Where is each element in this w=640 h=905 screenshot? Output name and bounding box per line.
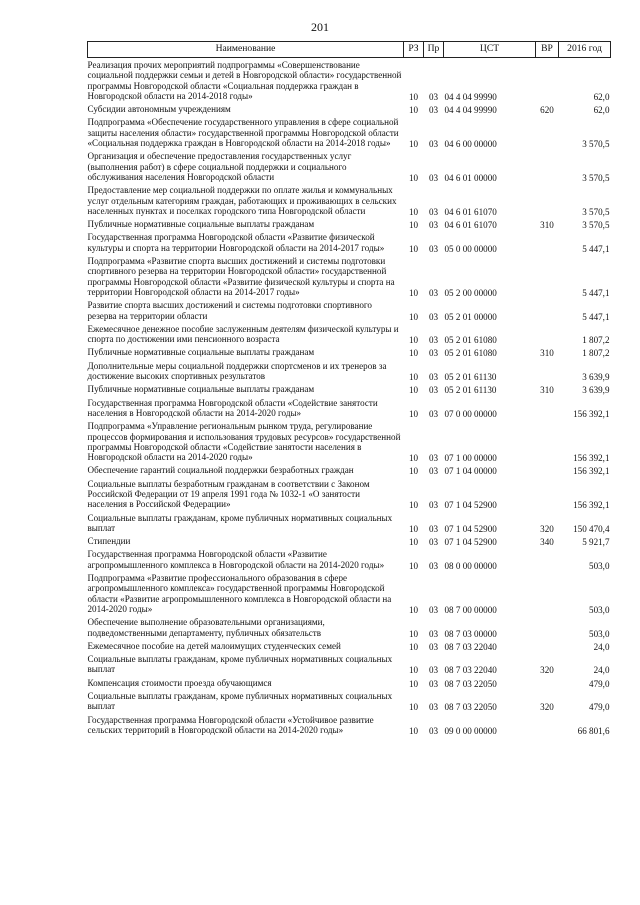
cell-vr: [536, 547, 559, 571]
cell-cst: 07 1 04 52900: [444, 500, 497, 511]
cell-pr: 03: [428, 385, 439, 396]
table-row: [88, 419, 611, 463]
cell-rz: 10: [408, 560, 419, 571]
cell-amount: 62,0: [593, 105, 610, 116]
cell-pr: 03: [428, 453, 439, 464]
cell-pr: 03: [428, 335, 439, 346]
cell-name: Стипендии: [87, 536, 131, 547]
cell-amount: 1 807,2: [582, 348, 610, 359]
cell-name: Публичные нормативные социальные выплаты гражданам: [87, 347, 315, 358]
cell-rz: 10: [408, 466, 419, 477]
cell-vr: [536, 298, 559, 322]
table-row: [88, 322, 611, 346]
cell-pr: 03: [428, 105, 439, 116]
cell-rz: 10: [408, 408, 419, 419]
table-row: [88, 217, 611, 230]
cell-name: Дополнительные меры социальной поддержки спортсменов и их тренеров за достижение высоких спортивных результатов: [87, 360, 387, 382]
cell-rz: 10: [408, 105, 419, 116]
cell-cst: 05 2 00 00000: [444, 287, 497, 298]
cell-cst: 05 2 01 61080: [444, 335, 497, 346]
cell-rz: 10: [408, 537, 419, 548]
cell-amount: 479,0: [589, 702, 610, 713]
cell-cst: 08 7 03 22040: [444, 641, 497, 652]
cell-name: Подпрограмма «Управление региональным рынком труда, регулирование процессов формирования и использования трудовых ресурсов» государственной программы Новгородской области «Содействие занятости населения в Новгородской области на 2014-2020 годы»: [87, 421, 401, 463]
cell-rz: 10: [408, 91, 419, 102]
cell-amount: 5 921,7: [582, 537, 610, 548]
cell-name: Компенсация стоимости проезда обучающимся: [87, 677, 272, 688]
table-row: [88, 676, 611, 689]
cell-pr: 03: [428, 500, 439, 511]
cell-cst: 08 7 03 22040: [444, 665, 497, 676]
cell-vr: 310: [540, 385, 554, 396]
cell-cst: 04 6 01 00000: [444, 172, 497, 183]
cell-vr: [536, 713, 559, 737]
cell-vr: [536, 359, 559, 383]
cell-rz: 10: [408, 311, 419, 322]
cell-vr: [536, 477, 559, 511]
cell-cst: 05 0 00 00000: [444, 243, 497, 254]
cell-pr: 03: [428, 466, 439, 477]
cell-rz: 10: [408, 348, 419, 359]
cell-cst: 05 2 01 61080: [444, 348, 497, 359]
cell-amount: 24,0: [593, 641, 610, 652]
cell-amount: 156 392,1: [573, 466, 610, 477]
cell-cst: 04 4 04 99990: [444, 91, 497, 102]
cell-rz: 10: [408, 500, 419, 511]
cell-pr: 03: [428, 287, 439, 298]
table-row: [88, 183, 611, 217]
cell-cst: 07 1 00 00000: [444, 453, 497, 464]
table-row: [88, 149, 611, 183]
column-header-vr: ВР: [536, 42, 559, 58]
column-header-year: 2016 год: [559, 42, 611, 58]
cell-amount: 3 570,5: [582, 206, 610, 217]
cell-pr: 03: [428, 372, 439, 383]
table-row: [88, 345, 611, 358]
cell-name: Публичные нормативные социальные выплаты гражданам: [87, 384, 315, 395]
cell-cst: 04 6 00 00000: [444, 139, 497, 150]
column-header-cst: ЦСТ: [444, 42, 536, 58]
table-row: [88, 534, 611, 547]
cell-pr: 03: [428, 220, 439, 231]
table-row: [88, 713, 611, 737]
cell-amount: 150 470,4: [573, 523, 610, 534]
cell-pr: 03: [428, 628, 439, 639]
cell-cst: 08 7 03 00000: [444, 628, 497, 639]
cell-rz: 10: [408, 523, 419, 534]
cell-vr: 320: [540, 665, 554, 676]
cell-amount: 156 392,1: [573, 453, 610, 464]
cell-name: Ежемесячное денежное пособие заслуженным деятелям физической культуры и спорта по достижении ими пенсионного возраста: [87, 323, 399, 345]
cell-rz: 10: [408, 453, 419, 464]
cell-cst: 04 6 01 61070: [444, 220, 497, 231]
cell-rz: 10: [408, 628, 419, 639]
cell-pr: 03: [428, 348, 439, 359]
cell-cst: 08 7 00 00000: [444, 604, 497, 615]
cell-pr: 03: [428, 537, 439, 548]
cell-vr: [536, 183, 559, 217]
cell-pr: 03: [428, 604, 439, 615]
table-row: [88, 230, 611, 254]
budget-table: [87, 41, 611, 736]
cell-vr: [536, 149, 559, 183]
table-row: [88, 615, 611, 639]
cell-amount: 503,0: [589, 560, 610, 571]
cell-pr: 03: [428, 523, 439, 534]
cell-rz: 10: [408, 678, 419, 689]
cell-name: Социальные выплаты гражданам, кроме публичных нормативных социальных выплат: [87, 691, 393, 712]
cell-cst: 05 2 01 61130: [444, 385, 497, 396]
cell-vr: [536, 571, 559, 615]
cell-pr: 03: [428, 408, 439, 419]
cell-rz: 10: [408, 385, 419, 396]
table-row: [88, 359, 611, 383]
cell-name: Ежемесячное пособие на детей малоимущих студенческих семей: [87, 640, 341, 651]
cell-cst: 04 4 04 99990: [444, 105, 497, 116]
table-row: [88, 382, 611, 395]
cell-amount: 3 570,5: [582, 139, 610, 150]
cell-amount: 62,0: [593, 91, 610, 102]
cell-cst: 08 7 03 22050: [444, 678, 497, 689]
cell-cst: 04 6 01 61070: [444, 206, 497, 217]
cell-name: Предоставление мер социальной поддержки по оплате жилья и коммунальных услуг отдельным категориям граждан, работающих и проживающих в сельских населенных пунктах и поселках городского типа Новгородской области: [87, 185, 397, 216]
column-header-pr: Пр: [424, 42, 444, 58]
cell-name: Государственная программа Новгородской области «Развитие физической культуры и спорта на территории Новгородской области на 2014-2017 годы»: [87, 232, 385, 253]
cell-name: Реализация прочих мероприятий подпрограммы «Совершенствование социальной поддержки семьи и детей в Новгородской области» государственной программы Новгородской области «Социальная поддержка граждан в Новгородской области на 2014-2018 годы»: [87, 60, 402, 101]
cell-pr: 03: [428, 243, 439, 254]
cell-amount: 3 570,5: [582, 220, 610, 231]
cell-vr: [536, 676, 559, 689]
cell-pr: 03: [428, 702, 439, 713]
cell-vr: [536, 419, 559, 463]
cell-name: Обеспечение гарантий социальной поддержки безработных граждан: [87, 465, 354, 476]
cell-vr: [536, 639, 559, 652]
cell-amount: 156 392,1: [573, 500, 610, 511]
cell-rz: 10: [408, 641, 419, 652]
cell-vr: [536, 463, 559, 476]
cell-pr: 03: [428, 725, 439, 736]
table-row: [88, 689, 611, 713]
cell-vr: [536, 230, 559, 254]
cell-amount: 156 392,1: [573, 408, 610, 419]
cell-vr: 320: [540, 523, 554, 534]
cell-rz: 10: [408, 206, 419, 217]
cell-name: Обеспечение выполнение образовательными организациями, подведомственными департаменту, публичных обязательств: [87, 617, 325, 638]
cell-name: Государственная программа Новгородской области «Устойчивое развитие сельских территорий в Новгородской области на 2014-2020 годы»: [87, 714, 374, 735]
cell-amount: 5 447,1: [582, 287, 610, 298]
cell-name: Государственная программа Новгородской области «Содействие занятости населения в Новгородской области на 2014-2020 годы»: [87, 397, 378, 418]
cell-vr: [536, 115, 559, 149]
cell-name: Подпрограмма «Развитие спорта высших достижений и системы подготовки спортивного резерва на территории Новгородской области» государственной программы Новгородской области «Развитие физической культуры и спорта на территории Новгородской области на 2014-2017 годы»: [87, 256, 395, 297]
cell-name: Развитие спорта высших достижений и системы подготовки спортивного резерва на территории области: [87, 300, 372, 321]
cell-cst: 07 1 04 52900: [444, 537, 497, 548]
cell-name: Публичные нормативные социальные выплаты гражданам: [87, 219, 315, 230]
cell-pr: 03: [428, 665, 439, 676]
cell-cst: 09 0 00 00000: [444, 725, 497, 736]
cell-pr: 03: [428, 172, 439, 183]
cell-cst: 07 1 04 52900: [444, 523, 497, 534]
table-row: [88, 571, 611, 615]
cell-name: Социальные выплаты безработным гражданам в соответствии с Законом Российской Федерации от 19 апреля 1991 года № 1032-1 «О занятости населения в Российской Федерации»: [87, 478, 370, 510]
column-header-rz: РЗ: [404, 42, 424, 58]
cell-rz: 10: [408, 604, 419, 615]
table-row: [88, 511, 611, 535]
cell-vr: 340: [540, 537, 554, 548]
cell-amount: 24,0: [593, 665, 610, 676]
cell-vr: 310: [540, 220, 554, 231]
cell-rz: 10: [408, 287, 419, 298]
cell-amount: 3 639,9: [582, 372, 610, 383]
cell-name: Социальные выплаты гражданам, кроме публичных нормативных социальных выплат: [87, 654, 393, 675]
cell-vr: [536, 615, 559, 639]
cell-pr: 03: [428, 311, 439, 322]
cell-pr: 03: [428, 91, 439, 102]
cell-amount: 479,0: [589, 678, 610, 689]
cell-amount: 1 807,2: [582, 335, 610, 346]
table-row: [88, 58, 611, 103]
cell-amount: 503,0: [589, 628, 610, 639]
cell-amount: 503,0: [589, 604, 610, 615]
table-row: [88, 463, 611, 476]
table-header-row: [88, 42, 611, 58]
table-row: [88, 102, 611, 115]
cell-vr: 620: [540, 105, 554, 116]
cell-cst: 08 0 00 00000: [444, 560, 497, 571]
cell-rz: 10: [408, 702, 419, 713]
cell-rz: 10: [408, 220, 419, 231]
table-body: [88, 58, 611, 737]
table-row: [88, 396, 611, 420]
cell-name: Организация и обеспечение предоставления государственных услуг (выполнения работ) в сфере социальной поддержки и социального обслуживания населения Новгородской области: [87, 151, 352, 182]
cell-cst: 07 1 04 00000: [444, 466, 497, 477]
cell-cst: 07 0 00 00000: [444, 408, 497, 419]
cell-rz: 10: [408, 139, 419, 150]
cell-amount: 5 447,1: [582, 311, 610, 322]
cell-cst: 05 2 01 61130: [444, 372, 497, 383]
table-row: [88, 652, 611, 676]
cell-name: Подпрограмма «Развитие профессионального образования в сфере агропромышленного комплекса» государственной программы Новгородской области «Развитие агропромышленного комплекса в Новгородской области на 2014-2020 годы»: [87, 573, 392, 614]
cell-rz: 10: [408, 665, 419, 676]
cell-pr: 03: [428, 678, 439, 689]
cell-name: Государственная программа Новгородской области «Развитие агропромышленного комплекса в Новгородской области на 2014-2020 годы»: [87, 549, 385, 570]
cell-vr: 320: [540, 702, 554, 713]
table-row: [88, 547, 611, 571]
cell-name: Субсидии автономным учреждениям: [87, 104, 231, 115]
table-row: [88, 477, 611, 511]
cell-name: Социальные выплаты гражданам, кроме публичных нормативных социальных выплат: [87, 512, 393, 533]
cell-amount: 66 801,6: [577, 725, 610, 736]
cell-vr: [536, 254, 559, 298]
cell-cst: 08 7 03 22050: [444, 702, 497, 713]
table-row: [88, 639, 611, 652]
cell-pr: 03: [428, 560, 439, 571]
cell-name: Подпрограмма «Обеспечение государственного управления в сфере социальной защиты населения области» государственной программы Новгородской области «Социальная поддержка граждан в Новгородской области на 2014-2018 годы»: [87, 117, 399, 149]
cell-pr: 03: [428, 206, 439, 217]
cell-pr: 03: [428, 139, 439, 150]
page-number: 201: [311, 20, 329, 34]
table-row: [88, 298, 611, 322]
cell-rz: 10: [408, 725, 419, 736]
cell-rz: 10: [408, 243, 419, 254]
cell-vr: [536, 322, 559, 346]
cell-amount: 3 639,9: [582, 385, 610, 396]
cell-vr: [536, 396, 559, 420]
cell-rz: 10: [408, 372, 419, 383]
cell-rz: 10: [408, 335, 419, 346]
column-header-name: Наименование: [88, 42, 404, 58]
cell-rz: 10: [408, 172, 419, 183]
table-row: [88, 254, 611, 298]
cell-amount: 3 570,5: [582, 172, 610, 183]
cell-pr: 03: [428, 641, 439, 652]
cell-vr: [536, 58, 559, 103]
cell-cst: 05 2 01 00000: [444, 311, 497, 322]
table-row: [88, 115, 611, 149]
cell-vr: 310: [540, 348, 554, 359]
cell-amount: 5 447,1: [582, 243, 610, 254]
